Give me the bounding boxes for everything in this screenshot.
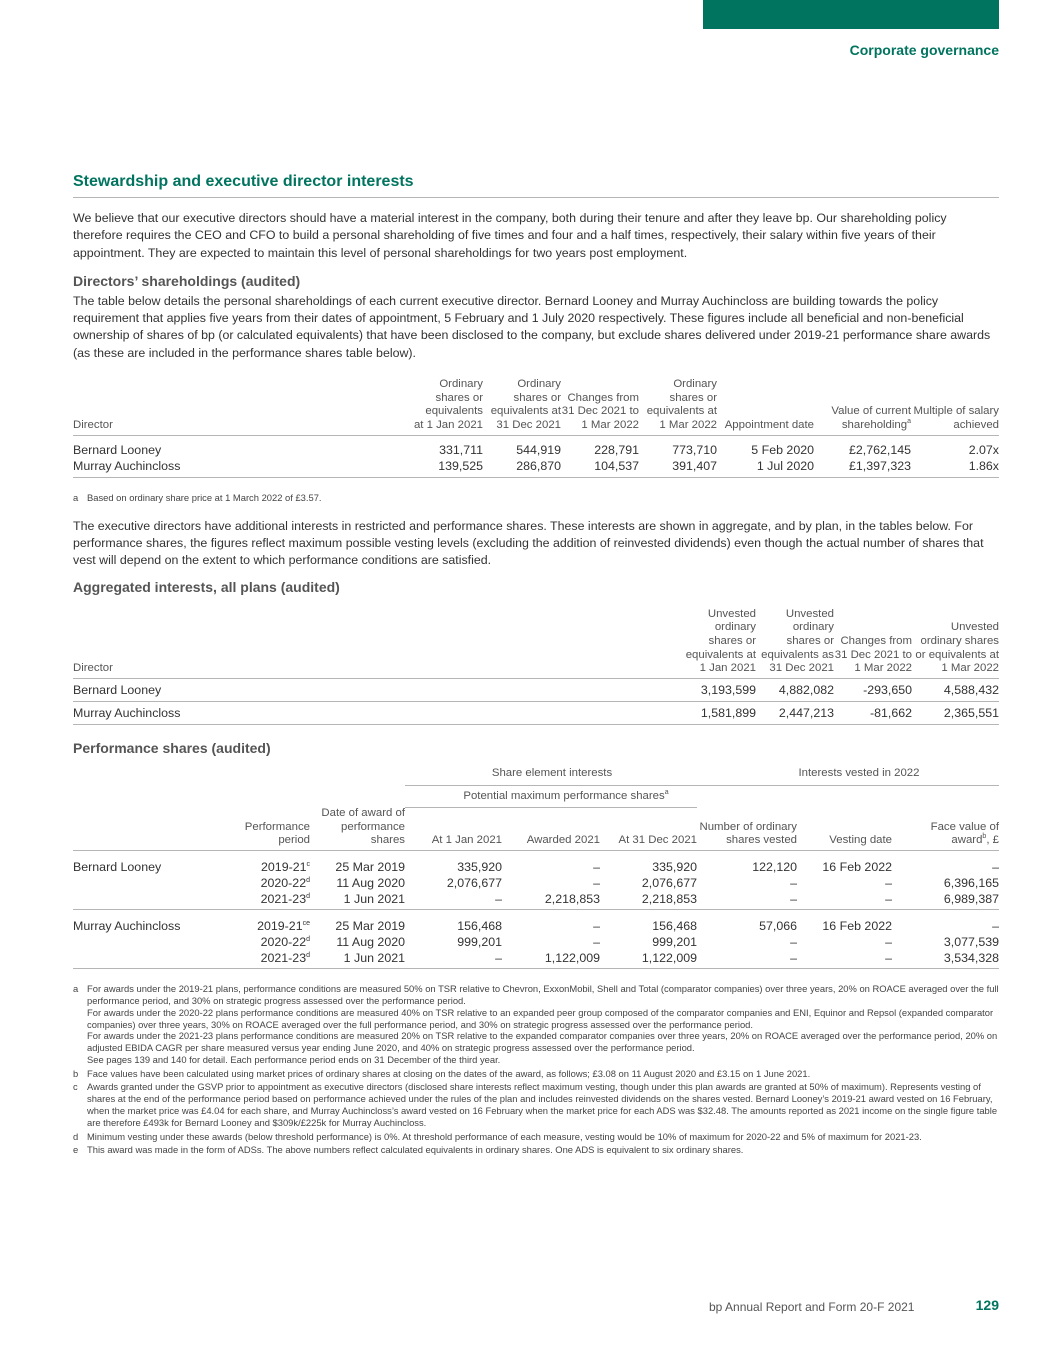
section-label: Corporate governance [849, 42, 999, 58]
table-cell: – [992, 919, 999, 934]
table-cell: – [593, 935, 600, 950]
table-cell: 2,447,213 [778, 706, 834, 721]
table-cell: – [790, 876, 797, 891]
table-cell: – [885, 935, 892, 950]
shareholdings-footnote: a Based on ordinary share price at 1 March 2022 of £3.57. [73, 491, 322, 503]
table-cell: -293,650 [863, 683, 912, 698]
table-row [73, 875, 999, 891]
table-cell: 25 Mar 2019 [335, 860, 405, 875]
table-cell: 335,920 [652, 860, 697, 875]
table-cell: 156,468 [457, 919, 502, 934]
table-cell: £1,397,323 [848, 458, 911, 473]
director-name: Bernard Looney [73, 860, 162, 875]
table-cell: – [790, 892, 797, 907]
table-cell: 335,920 [457, 860, 502, 875]
table-cell: 228,791 [594, 442, 639, 457]
column-header: Value of current shareholding$^a$ [831, 405, 911, 432]
director-name [73, 891, 238, 910]
table-cell: 2020-22$^d$ [260, 876, 310, 891]
table-cell: 331,711 [439, 442, 483, 457]
table-cell: 999,201 [457, 935, 502, 950]
footnote: a For awards under the 2019-21 plans, performance conditions are measured 50% on TSR relative to Chevron, ExxonMobil, Shell and Total (comparator companies) over three years, 20% on ROACE averaged over the full performance period, and 30% on strategic progress assessed over the performance period. For awards under the 2020-22 plans performance conditions are measured 40% on TSR relative to an expanded peer group composed of the comparator companies and ENI, Equinor and Repsol (expanded comparator companies) over three years, 30% on ROACE averaged over the full performance period, and 30% on strategic progress assessed over the performance period. For awards under the 2021-23 plans performance conditions are measured 20% on TSR relative to the expanded comparator companies over three years, 20% on ROACE averaged over the performance period, 20% on adjusted EBIDA CAGR per share measured versus year ending June 2020, and 40% on strategic progress assessed over the performance period. See pages 139 and 140 for detail. Each performance period ends on 31 December of the third year. [73, 983, 999, 1065]
table-row [73, 934, 999, 950]
table-cell: 391,407 [672, 458, 717, 473]
performance-table [73, 767, 999, 969]
table-cell: 2,218,853 [641, 892, 697, 907]
table-row [73, 702, 999, 725]
column-header: Unvested ordinary shares or equivalents at 1 Jan 2021 [685, 607, 756, 675]
table-cell: 6,396,165 [943, 876, 999, 891]
aggregated-heading: Aggregated interests, all plans (audited) [73, 578, 340, 595]
table-cell: 2020-22$^d$ [260, 935, 310, 950]
table-cell: -81,662 [869, 706, 912, 721]
table-cell: 1,581,899 [700, 706, 756, 721]
shareholdings-paragraph: The table below details the personal shareholdings of each current executive director. Bernard Looney and Murray Auchincloss are building towards the policy requirement that applies five years from their dates of appointment, 5 February and 1 July 2020 respectively. These figures include all beneficial and non-beneficial ownership of shares of bp (or calculated equivalents) that have been disclosed to the company, but exclude shares delivered under 2019-21 performance share awards (as these are included in the performance shares table below). [73, 293, 991, 360]
page-number: 129 [975, 1297, 999, 1313]
table-cell: 286,870 [516, 458, 561, 473]
performance-table-body [73, 851, 999, 969]
director-name: Bernard Looney [73, 683, 162, 698]
table-cell: 1 Jun 2021 [343, 892, 405, 907]
column-header: Multiple of salary achieved [913, 405, 999, 432]
column-header: Ordinary shares or equivalents at 1 Mar 2022 [646, 378, 717, 432]
table-cell: 16 Feb 2022 [822, 919, 892, 934]
table-cell: 1 Jul 2020 [756, 458, 814, 473]
table-cell: 1.86x [968, 458, 999, 473]
table-cell: 1,122,009 [544, 951, 600, 966]
table-cell: 5 Feb 2020 [751, 442, 814, 457]
table-cell: – [885, 951, 892, 966]
table-cell: 2,365,551 [943, 706, 999, 721]
table-cell: 4,882,082 [778, 683, 834, 698]
column-header: Date of award of performance shares [321, 807, 405, 847]
table-cell: – [495, 892, 502, 907]
table-cell: – [495, 951, 502, 966]
table-cell: £2,762,145 [848, 442, 911, 457]
table-cell: 999,201 [652, 935, 697, 950]
table-cell: 11 Aug 2020 [336, 876, 405, 891]
table-cell: 25 Mar 2019 [335, 919, 405, 934]
table-cell: – [593, 919, 600, 934]
table-cell: – [593, 876, 600, 891]
footnote: b Face values have been calculated using market prices of ordinary shares at closing on the dates of the award, as follows; £3.08 on 11 August 2020 and £3.15 on 1 June 2021. [73, 1067, 811, 1079]
table-cell: 11 Aug 2020 [336, 935, 405, 950]
director-name [73, 934, 238, 950]
footnote: d Minimum vesting under these awards (below threshold performance) is 0%. At threshold performance of each measure, vesting would be 10% of maximum for 2020-22 and 5% of maximum for 2021-23. [73, 1130, 922, 1142]
table-cell: 3,193,599 [700, 683, 756, 698]
table-cell: 2,076,677 [446, 876, 502, 891]
column-header: Ordinary shares or equivalents at 31 Dec 2021 [490, 378, 561, 432]
table-cell: 2021-23$^d$ [260, 892, 310, 907]
column-header: Changes from 31 Dec 2021 to 1 Mar 2022 [561, 391, 639, 432]
table-cell: 104,537 [594, 458, 639, 473]
shareholdings-table [73, 378, 999, 478]
table-cell: – [885, 892, 892, 907]
table-cell: 6,989,387 [943, 892, 999, 907]
table-cell: – [593, 860, 600, 875]
column-header: Changes from 31 Dec 2021 to 1 Mar 2022 [834, 634, 912, 675]
director-name [73, 950, 238, 969]
director-name [73, 875, 238, 891]
column-header: Ordinary shares or equivalents at 1 Jan 2021 [413, 378, 483, 432]
column-header: Face value of award$^b$, £ [930, 820, 999, 847]
column-header: Director [73, 662, 113, 675]
table-row [73, 435, 999, 458]
table-cell: 139,525 [438, 458, 483, 473]
table-cell: 1 Jun 2021 [343, 951, 405, 966]
table-cell: 544,919 [516, 442, 561, 457]
table-row [73, 891, 999, 910]
table-row [73, 679, 999, 702]
column-header: Performance period [244, 820, 310, 847]
table-row [73, 910, 999, 935]
director-name: Murray Auchincloss [73, 706, 181, 721]
table-cell: 156,468 [652, 919, 697, 934]
footnote: c Awards granted under the GSVP prior to appointment as executive directors (disclosed share interests reflect maximum vesting, though under this plan awards are granted at 50% of maximum). Represents vesting of shares at the end of the performance period based on performance achieved under the rules of the plan and includes reinvested dividends on the shares vested. Bernard Looney’s 2019-21 award vested on 16 February, when the market price was £4.04 for each share, and Murray Auchincloss’s award vested on 16 February when the market price for each ADS was $32.48. The amounts reported as 2021 income on the single figure table are therefore £493k for Bernard Looney and $309k/£225k for Murray Auchincloss. [73, 1081, 998, 1128]
column-header: Number of ordinary shares vested [699, 820, 797, 847]
column-header: Unvested ordinary shares or equivalents as 31 Dec 2021 [761, 607, 834, 675]
table-cell: – [992, 860, 999, 875]
director-name: Bernard Looney [73, 442, 162, 457]
table-cell: – [790, 951, 797, 966]
header-accent-bar [703, 0, 999, 29]
table-cell: $2019-21^{ce}$ [257, 919, 310, 934]
footnote: e This award was made in the form of ADSs. The above numbers reflect calculated equivalents in ordinary shares. One ADS is equivalent to six ordinary shares. [73, 1144, 744, 1156]
table-cell: 3,534,328 [943, 951, 999, 966]
table-cell: 122,120 [752, 860, 797, 875]
director-name: Murray Auchincloss [73, 919, 181, 934]
report-title: bp Annual Report and Form 20-F 2021 [709, 1300, 915, 1314]
intro-paragraph: We believe that our executive directors should have a material interest in the company, both during their tenure and after they leave bp. Our shareholding policy therefore requires the CEO and CFO to build a personal shareholding of five times and four and a half times, respectively, their salary within five years of their appointment. They are expected to maintain this level of personal shareholdings for two years post employment. [73, 211, 947, 260]
table-cell: 2,076,677 [641, 876, 697, 891]
page-content [73, 173, 999, 1156]
column-header: Appointment date [724, 419, 814, 432]
interests-paragraph: The executive directors have additional interests in restricted and performance shares. These interests are shown in aggregate, and by plan, in the tables below. For performance shares, the figures reflect maximum possible vesting levels (excluding the addition of reinvested dividends) even though the actual number of shares that vest will depend on the extent to which performance conditions are satisfied. [73, 518, 984, 568]
director-name: Murray Auchincloss [73, 458, 181, 473]
shareholdings-heading: Directors’ shareholdings (audited) [73, 272, 301, 289]
column-subgroup-header: Potential maximum performance shares$^a$ [405, 785, 697, 807]
column-header: Unvested ordinary shares or equivalents at 1 Mar 2022 [915, 621, 999, 675]
aggregated-table [73, 608, 999, 726]
page-title: Stewardship and executive director interests [73, 173, 999, 198]
shareholdings-table-body [73, 435, 999, 477]
table-cell: – [885, 876, 892, 891]
table-row [73, 950, 999, 969]
column-group-header: Share element interests [491, 767, 613, 780]
table-cell: 773,710 [672, 442, 717, 457]
table-cell: 3,077,539 [943, 935, 999, 950]
aggregated-table-body [73, 679, 999, 725]
column-header: Awarded 2021 [502, 807, 600, 851]
column-header: Vesting date [829, 834, 892, 847]
column-header: At 31 Dec 2021 [600, 807, 697, 851]
table-cell: – [790, 935, 797, 950]
column-header: At 1 Jan 2021 [405, 807, 502, 851]
table-cell: 1,122,009 [641, 951, 697, 966]
footnotes [73, 983, 999, 1156]
table-cell: 16 Feb 2022 [822, 860, 892, 875]
column-group-header: Interests vested in 2022 [798, 767, 920, 780]
table-cell: 2.07x [968, 442, 999, 457]
table-cell: 2019-21$^c$ [261, 860, 310, 875]
column-header: Director [73, 419, 113, 432]
table-cell: 2021-23$^d$ [260, 951, 310, 966]
table-cell: 2,218,853 [544, 892, 600, 907]
table-cell: 4,588,432 [943, 683, 999, 698]
table-row [73, 851, 999, 876]
performance-heading: Performance shares (audited) [73, 740, 271, 757]
table-cell: 57,066 [759, 919, 797, 934]
table-row [73, 458, 999, 478]
